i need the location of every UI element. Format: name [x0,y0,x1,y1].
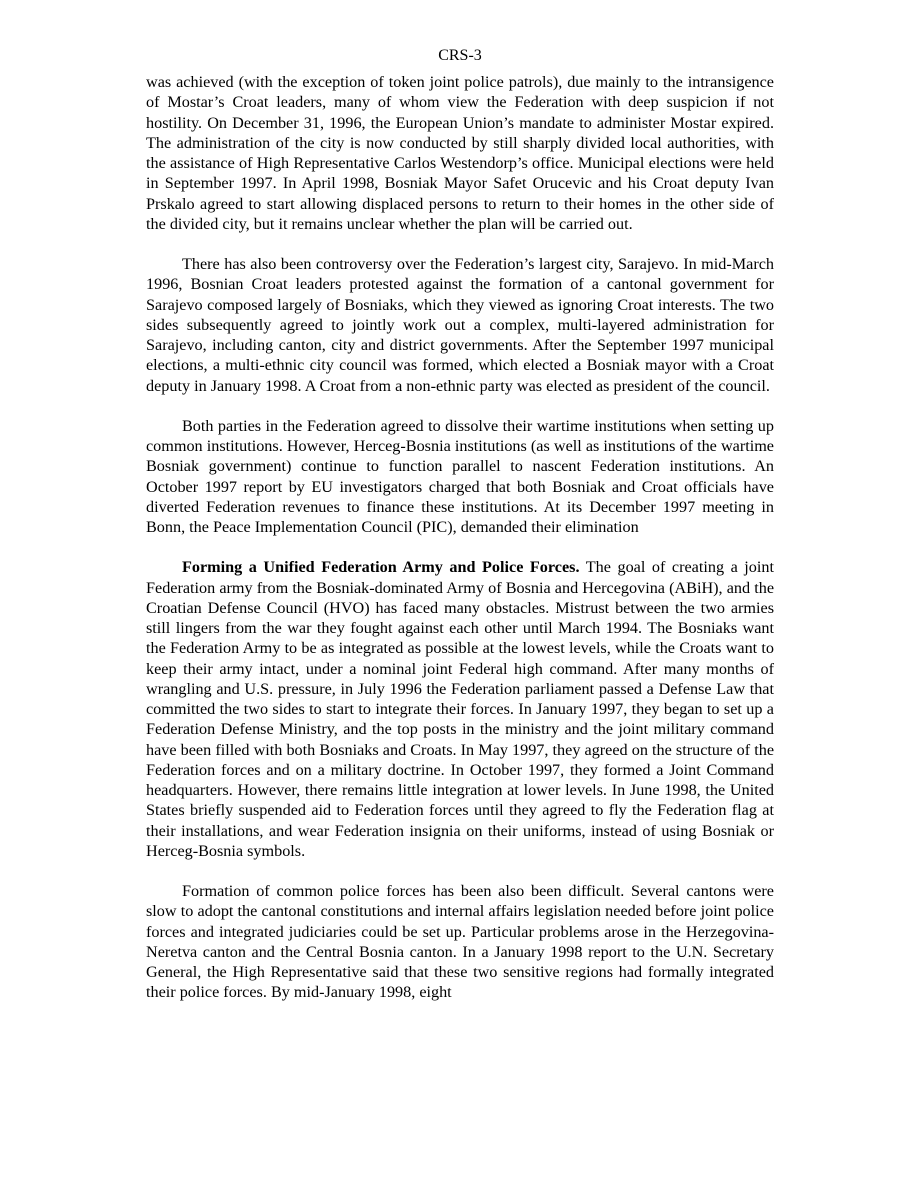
paragraph-common-police: Formation of common police forces has been also been difficult. Several cantons were slow to adopt the cantonal constitutions and internal affairs legislation needed before joint police forces and integrated judiciaries could be set up. Particular problems arose in the Herzegovina-Neretva canton and the Central Bosnia canton. In a January 1998 report to the U.N. Secretary General, the High Representative said that these two sensitive regions had formally integrated their police forces. By mid-January 1998, eight [146,882,774,1002]
section-heading-army-police: Forming a Unified Federation Army and Police Forces. [182,558,580,577]
paragraph-sarajevo-controversy: There has also been controversy over the Federation’s largest city, Sarajevo. In mid-March 1996, Bosnian Croat leaders protested against the formation of a cantonal government for Sarajevo composed largely of Bosniaks, which they viewed as ignoring Croat interests. The two sides subsequently agreed to jointly work out a complex, multi-layered administration for Sarajevo, including canton, city and district governments. After the September 1997 municipal elections, a multi-ethnic city council was formed, which elected a Bosniak mayor with a Croat deputy in January 1998. A Croat from a non-ethnic party was elected as president of the council. [146,255,774,395]
paragraph-mostar-administration: was achieved (with the exception of token joint police patrols), due mainly to the intransigence of Mostar’s Croat leaders, many of whom view the Federation with deep suspicion if not hostility. On December 31, 1996, the European Union’s mandate to administer Mostar expired. The administration of the city is now conducted by still sharply divided local authorities, with the assistance of High Representative Carlos Westendorp’s office. Municipal elections were held in September 1997. In April 1998, Bosniak Mayor Safet Orucevic and his Croat deputy Ivan Prskalo agreed to start allowing displaced persons to return to their homes in the other side of the divided city, but it remains unclear whether the plan will be carried out. [146,73,774,233]
paragraph-unified-army [146,557,774,861]
page-header: CRS-3 [438,47,482,64]
paragraph-wartime-institutions: Both parties in the Federation agreed to dissolve their wartime institutions when setting up common institutions. However, Herceg-Bosnia institutions (as well as institutions of the wartime Bosniak government) continue to function parallel to nascent Federation institutions. An October 1997 report by EU investigators charged that both Bosniak and Croat officials have diverted Federation revenues to finance these institutions. At its December 1997 meeting in Bonn, the Peace Implementation Council (PIC), demanded their elimination [146,416,774,536]
paragraph-unified-army-body: The goal of creating a joint Federation army from the Bosniak-dominated Army of Bosnia and Hercegovina (ABiH), and the Croatian Defense Council (HVO) has faced many obstacles. Mistrust between the two armies still lingers from the war they fought against each other until March 1994. The Bosniaks want the Federation Army to be as integrated as possible at the lowest levels, while the Croats want to keep their army intact, under a nominal joint Federal high command. After many months of wrangling and U.S. pressure, in July 1996 the Federation parliament passed a Defense Law that committed the two sides to start to integrate their forces. In January 1997, they began to set up a Federation Defense Ministry, and the top posts in the ministry and the joint military command have been filled with both Bosniaks and Croats. In May 1997, they agreed on the structure of the Federation forces and on a military doctrine. In October 1997, they formed a Joint Command headquarters. However, there remains little integration at lower levels. In June 1998, the United States briefly suspended aid to Federation forces until they agreed to fly the Federation flag at their installations, and wear Federation insignia on their uniforms, instead of using Bosniak or Herceg-Bosnia symbols. [146,558,774,860]
